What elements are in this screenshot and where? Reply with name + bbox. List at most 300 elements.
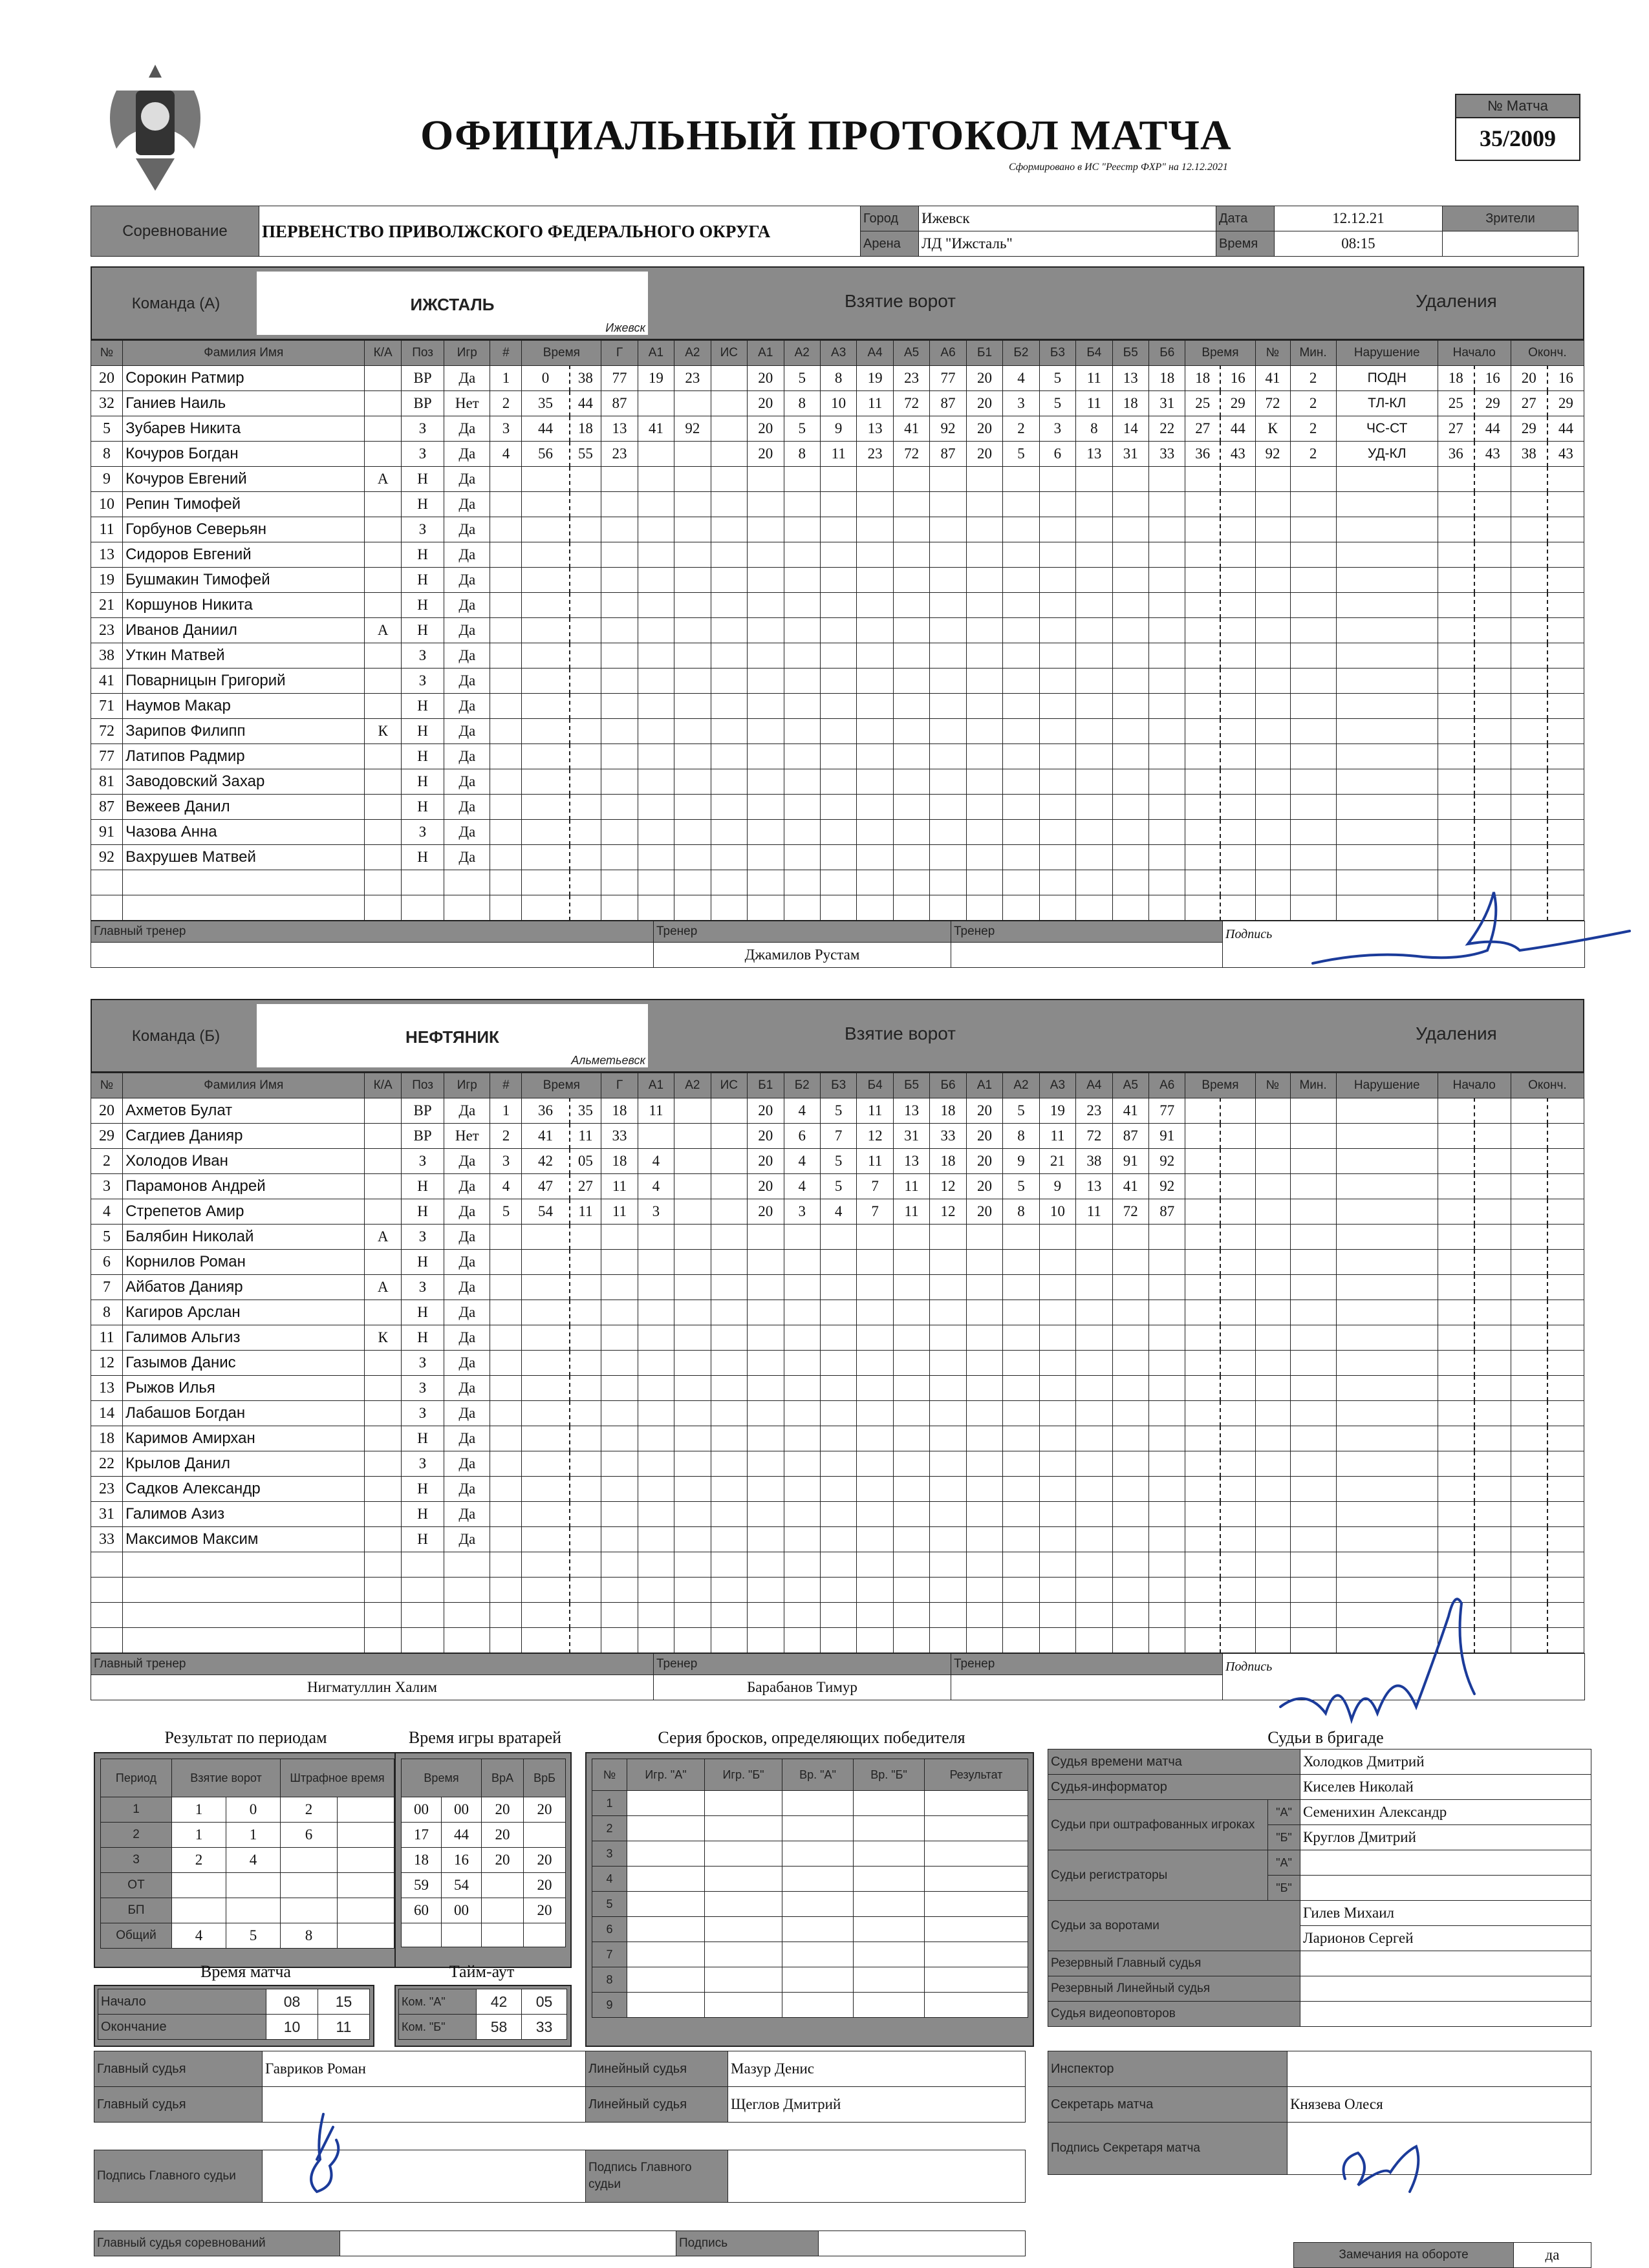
penalty-start-sec: [1474, 1552, 1511, 1578]
player-number: 11: [91, 1325, 123, 1351]
penalty-minute: [1185, 1527, 1220, 1552]
penalty-player: 41: [1255, 366, 1290, 391]
on-ice-player: 87: [930, 442, 966, 467]
shootout-number: 6: [592, 1917, 627, 1942]
on-ice-player: [893, 845, 929, 870]
goal-second: [570, 694, 601, 719]
player-role: [365, 820, 401, 845]
player-played: Да: [444, 1275, 490, 1300]
goal-scorer: [601, 669, 638, 694]
on-ice-player: 13: [893, 1098, 929, 1124]
on-ice-player: [1112, 1351, 1148, 1376]
penalty-end-min: [1511, 1325, 1547, 1351]
on-ice-player: [893, 593, 929, 618]
goal-scorer: [601, 1376, 638, 1401]
penalty-second: [1220, 669, 1255, 694]
column-header: Фамилия Имя: [123, 1073, 365, 1098]
player-role: [365, 1477, 401, 1502]
shootout-cell: [705, 1993, 782, 2018]
on-ice-player: [893, 669, 929, 694]
on-ice-player: 11: [1039, 1124, 1075, 1149]
penalty-end-sec: 29: [1547, 391, 1584, 416]
penalty-end-sec: [1547, 1199, 1584, 1225]
on-ice-player: [1003, 1578, 1039, 1603]
penalty-end-sec: 44: [1547, 416, 1584, 442]
player-role: [365, 1451, 401, 1477]
penalty-start-min: 27: [1438, 416, 1474, 442]
on-ice-player: [1149, 618, 1185, 643]
on-ice-player: [1076, 1527, 1112, 1552]
on-ice-player: [1003, 845, 1039, 870]
shootout-cell: [782, 1892, 854, 1917]
player-role: [365, 1401, 401, 1426]
player-position: З: [401, 643, 444, 669]
penalty-second: [1220, 694, 1255, 719]
player-played: Да: [444, 744, 490, 769]
player-number: 32: [91, 391, 123, 416]
shootout-header: №: [592, 1759, 627, 1791]
team-a-section: [91, 266, 1584, 968]
on-ice-player: [893, 643, 929, 669]
on-ice-player: [820, 517, 856, 542]
on-ice-player: [966, 467, 1002, 492]
player-played: Да: [444, 1300, 490, 1325]
penalty-time-header: Штрафное время: [281, 1759, 394, 1797]
shootout-cell: [782, 1993, 854, 2018]
player-name: Стрепетов Амир: [123, 1199, 365, 1225]
player-role: [365, 744, 401, 769]
on-ice-player: [1039, 1603, 1075, 1628]
remarks-value: да: [1514, 2243, 1591, 2268]
on-ice-player: [1003, 1376, 1039, 1401]
penalty-player: [1255, 593, 1290, 618]
penalty-violation: [1336, 1174, 1438, 1199]
penalty-minutes: [1290, 1300, 1336, 1325]
on-ice-player: [1003, 795, 1039, 820]
gk-empty: [482, 1923, 524, 1947]
penalty-end-sec: [1547, 568, 1584, 593]
period-name: Общий: [101, 1923, 172, 1949]
penalty-start-min: 18: [1438, 366, 1474, 391]
player-name: Наумов Макар: [123, 694, 365, 719]
on-ice-player: [820, 1351, 856, 1376]
shootout-cell: [627, 1867, 705, 1892]
on-ice-player: 18: [1112, 391, 1148, 416]
on-ice-player: [748, 1225, 784, 1250]
player-played: Да: [444, 1502, 490, 1527]
on-ice-player: [1112, 542, 1148, 568]
column-header: Начало: [1438, 341, 1511, 366]
on-ice-player: [1149, 492, 1185, 517]
goal-minute: 54: [522, 1199, 570, 1225]
goal-assist-1: [638, 1300, 674, 1325]
penalty-end-min: [1511, 1401, 1547, 1426]
shootout-cell: [925, 1942, 1028, 1967]
player-played: [444, 1552, 490, 1578]
player-position: [401, 1552, 444, 1578]
period-goals-a: [172, 1898, 226, 1923]
on-ice-player: [820, 719, 856, 744]
on-ice-player: [1076, 669, 1112, 694]
on-ice-player: [857, 618, 893, 643]
goal-minute: [522, 1451, 570, 1477]
on-ice-player: [784, 1300, 820, 1325]
goal-scorer: [601, 1502, 638, 1527]
player-name: Ганиев Наиль: [123, 391, 365, 416]
on-ice-player: [748, 1401, 784, 1426]
on-ice-player: [930, 1527, 966, 1552]
table-row: [91, 820, 1584, 845]
penalty-end-sec: [1547, 795, 1584, 820]
on-ice-player: 72: [1076, 1124, 1112, 1149]
penalty-minutes: [1290, 1149, 1336, 1174]
gk-b: 20: [524, 1898, 566, 1923]
on-ice-player: [1003, 1426, 1039, 1451]
goal-second: [570, 1578, 601, 1603]
on-ice-player: 4: [820, 1199, 856, 1225]
on-ice-player: [857, 769, 893, 795]
on-ice-player: [893, 492, 929, 517]
shootout-cell: [627, 1993, 705, 2018]
penalty-start-min: [1438, 1174, 1474, 1199]
comp-ref-sign-label: Подпись: [676, 2231, 819, 2256]
goal-strength: [711, 643, 747, 669]
goal-second: [570, 744, 601, 769]
goal-scorer: 87: [601, 391, 638, 416]
goal-number: [490, 542, 522, 568]
on-ice-player: [1112, 1325, 1148, 1351]
shootout-cell: [925, 1993, 1028, 2018]
on-ice-player: [1039, 820, 1075, 845]
player-name: Латипов Радмир: [123, 744, 365, 769]
penalty-minute: [1185, 820, 1220, 845]
penalty-minutes: [1290, 1124, 1336, 1149]
on-ice-player: [893, 1300, 929, 1325]
player-position: [401, 895, 444, 921]
player-played: Да: [444, 1451, 490, 1477]
on-ice-player: 12: [930, 1174, 966, 1199]
on-ice-player: [893, 1225, 929, 1250]
goal-strength: [711, 669, 747, 694]
player-name: Лабашов Богдан: [123, 1401, 365, 1426]
shootout-cell: [705, 1841, 782, 1867]
goal-second: [570, 1300, 601, 1325]
player-number: 87: [91, 795, 123, 820]
player-role: [365, 1199, 401, 1225]
column-header: Нарушение: [1336, 341, 1438, 366]
on-ice-player: [966, 1502, 1002, 1527]
goal-second: [570, 1451, 601, 1477]
penalty-violation: [1336, 1451, 1438, 1477]
player-role: А: [365, 1225, 401, 1250]
goal-second: [570, 795, 601, 820]
on-ice-player: [1039, 669, 1075, 694]
goal-scorer: [601, 795, 638, 820]
penalty-start-sec: [1474, 618, 1511, 643]
time-label: Время: [1216, 231, 1275, 257]
goal-minute: [522, 744, 570, 769]
on-ice-player: [930, 1275, 966, 1300]
penalty-minutes: [1290, 1174, 1336, 1199]
on-ice-player: [1076, 694, 1112, 719]
on-ice-player: [784, 643, 820, 669]
on-ice-player: 11: [1076, 1199, 1112, 1225]
player-position: З: [401, 1149, 444, 1174]
penalty-start-min: [1438, 719, 1474, 744]
player-position: Н: [401, 1426, 444, 1451]
goal-number: [490, 1401, 522, 1426]
penalty-second: [1220, 643, 1255, 669]
player-number: 29: [91, 1124, 123, 1149]
goal-judge-1: Гилев Михаил: [1300, 1901, 1591, 1926]
goal-assist-1: [638, 1376, 674, 1401]
on-ice-player: 20: [966, 366, 1002, 391]
on-ice-player: [1039, 1225, 1075, 1250]
penalty-start-sec: 43: [1474, 442, 1511, 467]
goal-assist-1: 4: [638, 1149, 674, 1174]
goal-assist-2: [674, 542, 711, 568]
player-number: 71: [91, 694, 123, 719]
periods-box: [94, 1752, 400, 1968]
penalty-minutes: [1290, 845, 1336, 870]
on-ice-player: [1076, 1603, 1112, 1628]
column-header: А5: [893, 341, 929, 366]
on-ice-player: 11: [893, 1199, 929, 1225]
player-position: З: [401, 442, 444, 467]
on-ice-player: [784, 870, 820, 895]
on-ice-player: [1039, 1275, 1075, 1300]
on-ice-player: [784, 1250, 820, 1275]
goal-second: [570, 1502, 601, 1527]
player-number: 77: [91, 744, 123, 769]
competition-label: Соревнование: [91, 206, 259, 257]
shootout-box: [585, 1752, 1034, 2047]
goal-assist-2: [674, 1174, 711, 1199]
on-ice-player: [893, 1628, 929, 1653]
goal-assist-2: [674, 1124, 711, 1149]
on-ice-player: [1149, 1325, 1185, 1351]
on-ice-player: 3: [1039, 416, 1075, 442]
on-ice-player: [1039, 517, 1075, 542]
penalty-end-min: [1511, 1174, 1547, 1199]
penalty-end-min: 29: [1511, 416, 1547, 442]
penalty-second: [1220, 1451, 1255, 1477]
penalty-end-sec: [1547, 1527, 1584, 1552]
penalty-player: [1255, 1376, 1290, 1401]
team-a-coach: Джамилов Рустам: [654, 943, 951, 968]
player-name: Айбатов Данияр: [123, 1275, 365, 1300]
penalty-end-sec: [1547, 1376, 1584, 1401]
on-ice-player: [857, 820, 893, 845]
gk-b-header: ВрБ: [524, 1759, 566, 1797]
on-ice-player: [748, 669, 784, 694]
on-ice-player: [820, 1477, 856, 1502]
on-ice-player: [1076, 517, 1112, 542]
on-ice-player: 20: [748, 1098, 784, 1124]
on-ice-player: [893, 694, 929, 719]
player-number: 14: [91, 1401, 123, 1426]
penalty-minute: [1185, 1098, 1220, 1124]
penalty-violation: [1336, 1477, 1438, 1502]
penalty-start-min: [1438, 542, 1474, 568]
penalty-player: [1255, 1149, 1290, 1174]
penalty-second: [1220, 845, 1255, 870]
on-ice-player: [748, 870, 784, 895]
penalty-player: [1255, 719, 1290, 744]
timeout-a-s: 05: [522, 1989, 567, 2015]
player-role: [365, 1351, 401, 1376]
on-ice-player: [784, 719, 820, 744]
on-ice-player: [1003, 1325, 1039, 1351]
gk-title: Время игры вратарей: [408, 1728, 562, 1747]
goal-assist-2: [674, 593, 711, 618]
timekeeper-label: Судья времени матча: [1048, 1749, 1300, 1775]
penalty-end-sec: [1547, 1250, 1584, 1275]
gk-second: 00: [442, 1797, 482, 1823]
on-ice-player: [820, 1603, 856, 1628]
on-ice-player: 7: [820, 1124, 856, 1149]
on-ice-player: [1149, 1250, 1185, 1275]
on-ice-player: [857, 895, 893, 921]
player-number: 2: [91, 1149, 123, 1174]
period-pim-a: 8: [281, 1923, 338, 1949]
on-ice-player: [966, 1578, 1002, 1603]
goal-assist-2: [674, 769, 711, 795]
column-header: К/А: [365, 1073, 401, 1098]
period-pim-a: 2: [281, 1797, 338, 1823]
on-ice-player: [1039, 870, 1075, 895]
on-ice-player: [966, 719, 1002, 744]
on-ice-player: 92: [1149, 1149, 1185, 1174]
on-ice-player: [1112, 669, 1148, 694]
penalty-violation: ЧС-СТ: [1336, 416, 1438, 442]
goal-minute: 36: [522, 1098, 570, 1124]
on-ice-player: 20: [748, 442, 784, 467]
penalty-start-sec: [1474, 1426, 1511, 1451]
on-ice-player: [1076, 1275, 1112, 1300]
informer-label: Судья-информатор: [1048, 1775, 1300, 1800]
penalty-minutes: [1290, 467, 1336, 492]
penalty-start-min: [1438, 1376, 1474, 1401]
player-role: [365, 769, 401, 795]
on-ice-player: [930, 795, 966, 820]
on-ice-player: [1112, 1376, 1148, 1401]
penalty-start-sec: [1474, 1225, 1511, 1250]
table-row: [91, 669, 1584, 694]
shootout-number: 1: [592, 1791, 627, 1816]
on-ice-player: [1003, 618, 1039, 643]
on-ice-player: [1112, 1527, 1148, 1552]
penalty-end-min: [1511, 1250, 1547, 1275]
penalty-minute: [1185, 895, 1220, 921]
periods-title: Результат по периодам: [164, 1728, 327, 1747]
main-ref-sign-row: [94, 2150, 1026, 2203]
goal-minute: [522, 1250, 570, 1275]
on-ice-player: [930, 1502, 966, 1527]
goal-minute: 41: [522, 1124, 570, 1149]
penalty-violation: [1336, 1401, 1438, 1426]
on-ice-player: [893, 467, 929, 492]
on-ice-player: [784, 1351, 820, 1376]
penalty-end-min: [1511, 845, 1547, 870]
on-ice-player: [930, 643, 966, 669]
on-ice-player: [1076, 1401, 1112, 1426]
on-ice-player: [784, 1477, 820, 1502]
player-role: [365, 895, 401, 921]
table-row: [91, 694, 1584, 719]
player-name: [123, 870, 365, 895]
timeout-box: [394, 1985, 572, 2047]
on-ice-player: [748, 1451, 784, 1477]
table-row: [91, 1174, 1584, 1199]
goal-assist-2: [674, 1275, 711, 1300]
column-header: №: [91, 341, 123, 366]
shootout-cell: [782, 1816, 854, 1841]
reg-a-tag: "А": [1268, 1850, 1300, 1876]
penalty-start-sec: [1474, 1527, 1511, 1552]
team-a-coach2-label: Тренер: [951, 921, 1223, 943]
penalty-minute: [1185, 669, 1220, 694]
goal-number: [490, 1351, 522, 1376]
on-ice-player: [1039, 744, 1075, 769]
column-header: А1: [638, 341, 674, 366]
penalty-start-sec: 29: [1474, 391, 1511, 416]
penalty-player: [1255, 618, 1290, 643]
on-ice-player: [1076, 467, 1112, 492]
on-ice-player: [1076, 1628, 1112, 1653]
penalty-minute: [1185, 769, 1220, 795]
goal-strength: [711, 1401, 747, 1426]
on-ice-player: [784, 1275, 820, 1300]
team-b-coach-label: Тренер: [654, 1654, 951, 1675]
player-number: 23: [91, 1477, 123, 1502]
penalty-player: [1255, 870, 1290, 895]
sign-main-1-label: Подпись Главного судьи: [94, 2150, 263, 2203]
team-a-label: Команда (А): [131, 295, 221, 312]
player-position: Н: [401, 1502, 444, 1527]
goal-strength: [711, 769, 747, 795]
match-end-h: 10: [266, 2015, 318, 2040]
goal-second: [570, 1527, 601, 1552]
penalty-end-min: [1511, 820, 1547, 845]
goal-number: 3: [490, 1149, 522, 1174]
on-ice-player: [1003, 1451, 1039, 1477]
on-ice-player: [857, 1527, 893, 1552]
penalty-end-min: [1511, 1149, 1547, 1174]
on-ice-player: 8: [1003, 1124, 1039, 1149]
goal-minute: [522, 1225, 570, 1250]
on-ice-player: [784, 1376, 820, 1401]
penalty-minutes: [1290, 1325, 1336, 1351]
team-a-head-coach: [91, 943, 654, 968]
column-header: Б4: [857, 1073, 893, 1098]
column-header: Время: [1185, 1073, 1255, 1098]
goal-assist-1: [638, 1426, 674, 1451]
shootout-cell: [925, 1867, 1028, 1892]
player-name: Зубарев Никита: [123, 416, 365, 442]
shootout-number: 2: [592, 1816, 627, 1841]
on-ice-player: [1149, 1527, 1185, 1552]
on-ice-player: [820, 895, 856, 921]
player-name: [123, 1603, 365, 1628]
penalty-start-sec: [1474, 694, 1511, 719]
match-time-title: Время матча: [200, 1962, 291, 1981]
goal-minute: 47: [522, 1174, 570, 1199]
player-role: [365, 1124, 401, 1149]
on-ice-player: [857, 568, 893, 593]
penalty-start-min: [1438, 517, 1474, 542]
player-name: Корнилов Роман: [123, 1250, 365, 1275]
